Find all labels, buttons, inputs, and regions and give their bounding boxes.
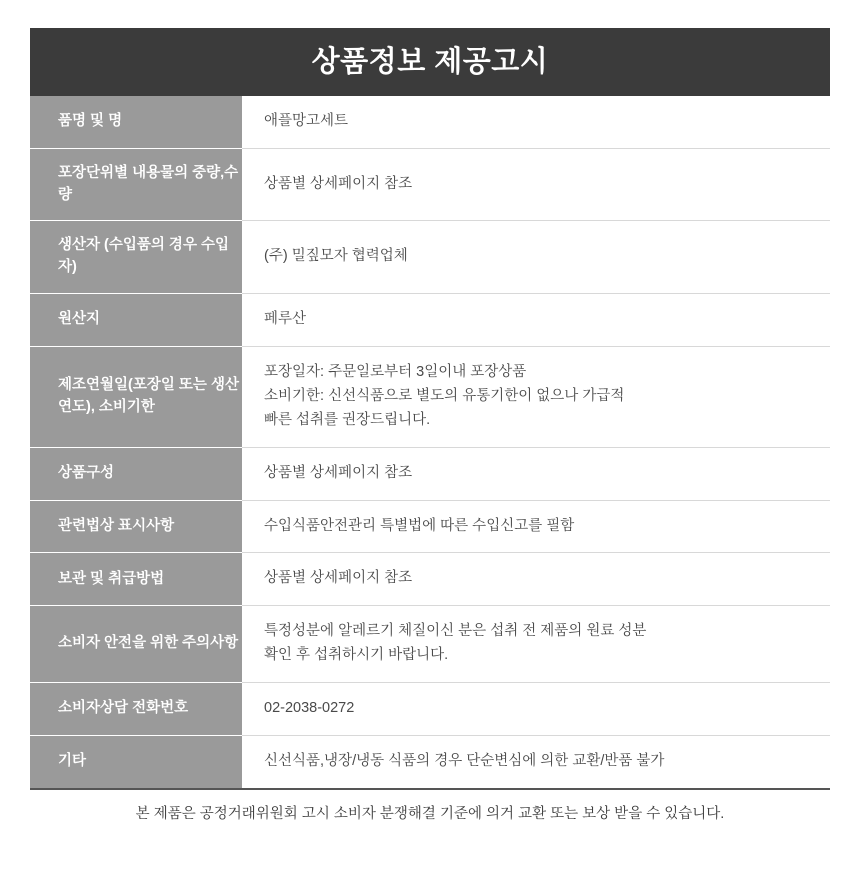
row-value bbox=[242, 683, 830, 736]
row-value-line: 02-2038-0272 bbox=[264, 700, 355, 717]
row-label: 제조연월일(포장일 또는 생산연도), 소비기한 bbox=[30, 346, 242, 447]
row-label: 기타 bbox=[30, 736, 242, 789]
row-label: 원산지 bbox=[30, 293, 242, 346]
row-label: 포장단위별 내용물의 중량,수량 bbox=[30, 148, 242, 221]
row-value bbox=[242, 500, 830, 553]
row-value-line: 상품별 상세페이지 참조 bbox=[264, 175, 413, 192]
row-value-line: 상품별 상세페이지 참조 bbox=[264, 570, 413, 587]
row-label: 소비자상담 전화번호 bbox=[30, 683, 242, 736]
table-row bbox=[30, 148, 830, 221]
row-value-line: 페루산 bbox=[264, 310, 307, 327]
table-row bbox=[30, 606, 830, 683]
table-row bbox=[30, 736, 830, 789]
table-row bbox=[30, 500, 830, 553]
row-value bbox=[242, 221, 830, 294]
row-value bbox=[242, 96, 830, 148]
row-value-line: 확인 후 섭취하시기 바랍니다. bbox=[264, 647, 449, 664]
row-value bbox=[242, 553, 830, 606]
row-value bbox=[242, 293, 830, 346]
page-title: 상품정보 제공고시 bbox=[30, 28, 830, 96]
table-row bbox=[30, 96, 830, 148]
table-row bbox=[30, 293, 830, 346]
row-value bbox=[242, 447, 830, 500]
row-value-line: 상품별 상세페이지 참조 bbox=[264, 464, 413, 481]
row-label: 소비자 안전을 위한 주의사항 bbox=[30, 606, 242, 683]
row-value bbox=[242, 148, 830, 221]
row-label: 생산자 (수입품의 경우 수입자) bbox=[30, 221, 242, 294]
row-value-line: 포장일자: 주문일로부터 3일이내 포장상품 bbox=[264, 363, 527, 380]
row-label: 관련법상 표시사항 bbox=[30, 500, 242, 553]
row-value bbox=[242, 736, 830, 789]
table-row bbox=[30, 553, 830, 606]
row-value-line: 특정성분에 알레르기 체질이신 분은 섭취 전 제품의 원료 성분 bbox=[264, 623, 647, 640]
row-label: 품명 및 명 bbox=[30, 96, 242, 148]
row-label: 상품구성 bbox=[30, 447, 242, 500]
product-info-table bbox=[30, 96, 830, 790]
row-value-line: 애플망고세트 bbox=[264, 113, 349, 129]
row-value-line: 빠른 섭취를 권장드립니다. bbox=[264, 411, 431, 428]
table-row bbox=[30, 346, 830, 447]
row-value-line: 수입식품안전관리 특별법에 따른 수입신고를 필함 bbox=[264, 517, 575, 534]
row-value-line: 소비기한: 신선식품으로 별도의 유통기한이 없으나 가급적 bbox=[264, 387, 625, 404]
row-value-line: 신선식품,냉장/냉동 식품의 경우 단순변심에 의한 교환/반품 불가 bbox=[264, 753, 665, 770]
row-value bbox=[242, 606, 830, 683]
table-row bbox=[30, 221, 830, 294]
row-label: 보관 및 취급방법 bbox=[30, 553, 242, 606]
table-body bbox=[30, 96, 830, 789]
footer-note: 본 제품은 공정거래위원회 고시 소비자 분쟁해결 기준에 의거 교환 또는 보상 받을 수 있습니다. bbox=[135, 806, 725, 823]
table-row bbox=[30, 683, 830, 736]
table-row bbox=[30, 447, 830, 500]
row-value bbox=[242, 346, 830, 447]
row-value-line: (주) 밀짚모자 협력업체 bbox=[264, 248, 408, 265]
